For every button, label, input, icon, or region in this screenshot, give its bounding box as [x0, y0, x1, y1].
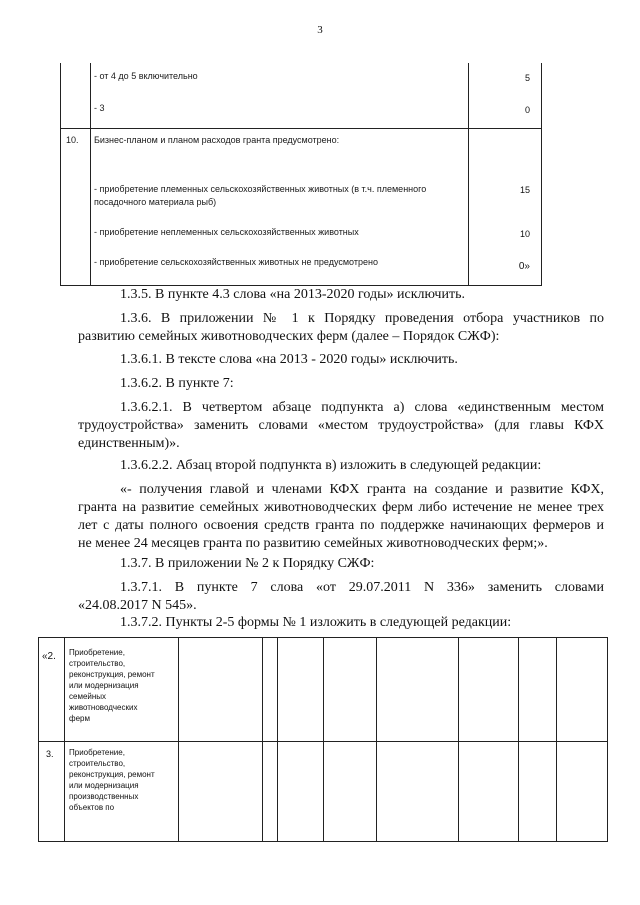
- desc-line: строительство,: [69, 759, 126, 768]
- paragraph-1-3-7-1: [78, 579, 604, 615]
- table-cell-score: 0: [524, 105, 530, 115]
- table-cell-text: - приобретение сельскохозяйственных животных не предусмотрено: [94, 257, 378, 267]
- table-cell-score: 5: [524, 73, 530, 83]
- text-line: 1.3.6.1. В тексте слова «на 2013 - 2020 годы» исключить.: [120, 352, 458, 367]
- text-line: «- получения главой и членами КФХ гранта на создание и развитие КФХ,: [120, 482, 604, 497]
- table-cell-score: 15: [519, 185, 530, 195]
- desc-line: животноводческих: [69, 703, 138, 712]
- table-cell-text: - приобретение племенных сельскохозяйственных животных (в т.ч. племенного посадочного материала рыб): [94, 184, 427, 207]
- form-table: [38, 637, 608, 842]
- page-number: 3: [317, 24, 323, 36]
- table-cell-text: - от 4 до 5 включительно: [94, 71, 198, 81]
- desc-line: реконструкция, ремонт: [69, 770, 155, 779]
- desc-line: производственных: [69, 792, 139, 801]
- text-line: гранта на развитие семейных животноводческих ферм либо истечение не менее трех: [78, 500, 604, 515]
- table-cell-text: - 3: [94, 103, 105, 113]
- table-cell-text: - приобретение неплеменных сельскохозяйственных животных: [94, 227, 359, 237]
- paragraph-1-3-7: [78, 555, 604, 573]
- paragraph-1-3-6-1: [78, 351, 604, 369]
- paragraph-1-3-6-2-1: [78, 399, 604, 453]
- text-line: 1.3.5. В пункте 4.3 слова «на 2013-2020 годы» исключить.: [120, 287, 465, 302]
- paragraph-1-3-6-2: [78, 375, 604, 393]
- table-cell-number: 10.: [66, 135, 79, 145]
- text-line: 1.3.6.2.2. Абзац второй подпункта в) изложить в следующей редакции:: [120, 458, 542, 473]
- row-description: [69, 647, 179, 724]
- desc-line: или модернизация: [69, 681, 139, 690]
- desc-line: Приобретение,: [69, 648, 125, 657]
- paragraph-1-3-5: [78, 286, 604, 304]
- text-line: не менее 24 месяцев гранта по развитию семейных животноводческих ферм;».: [78, 536, 548, 551]
- text-line: 1.3.7.2. Пункты 2-5 формы № 1 изложить в следующей редакции:: [120, 615, 512, 630]
- table-cell-score: 0»: [518, 261, 530, 272]
- paragraph-quote: [78, 481, 604, 553]
- text-line: 1.3.7. В приложении № 2 к Порядку СЖФ:: [120, 556, 375, 571]
- text-line: 1.3.6.2.1. В четвертом абзаце подпункта а) слова «единственным местом: [120, 400, 604, 415]
- desc-line: реконструкция, ремонт: [69, 670, 155, 679]
- table-cell-text: Бизнес-планом и планом расходов гранта предусмотрено:: [94, 135, 340, 145]
- text-line: единственным)».: [78, 436, 180, 451]
- text-line: развитию семейных животноводческих ферм (далее – Порядок СЖФ):: [78, 329, 500, 344]
- paragraph-1-3-6-2-2: [78, 457, 604, 475]
- row-number: «2.: [42, 651, 56, 662]
- desc-line: или модернизация: [69, 781, 139, 790]
- text-line: лет с даты полного освоения средств гранта по поддержке начинающих фермеров и: [78, 518, 604, 533]
- text-line: трудоустройства» заменить словами «местом трудоустройства» (для главы КФХ: [78, 418, 604, 433]
- row-number: 3.: [46, 749, 54, 759]
- text-line: «24.08.2017 N 545».: [78, 598, 197, 613]
- desc-line: объектов по: [69, 803, 115, 812]
- desc-line: Приобретение,: [69, 748, 125, 757]
- text-line: 1.3.6. В приложении № 1 к Порядку проведения отбора участников по: [120, 311, 604, 326]
- text-line: 1.3.6.2. В пункте 7:: [120, 376, 234, 391]
- criteria-table: [60, 63, 542, 286]
- row-description: [69, 747, 179, 813]
- text-line: 1.3.7.1. В пункте 7 слова «от 29.07.2011 N 336» заменить словами: [120, 580, 604, 595]
- desc-line: семейных: [69, 692, 107, 701]
- paragraph-1-3-6: [78, 310, 604, 346]
- desc-line: ферм: [69, 714, 90, 723]
- paragraph-1-3-7-2: [78, 614, 604, 632]
- table-cell-score: 10: [519, 229, 530, 239]
- desc-line: строительство,: [69, 659, 126, 668]
